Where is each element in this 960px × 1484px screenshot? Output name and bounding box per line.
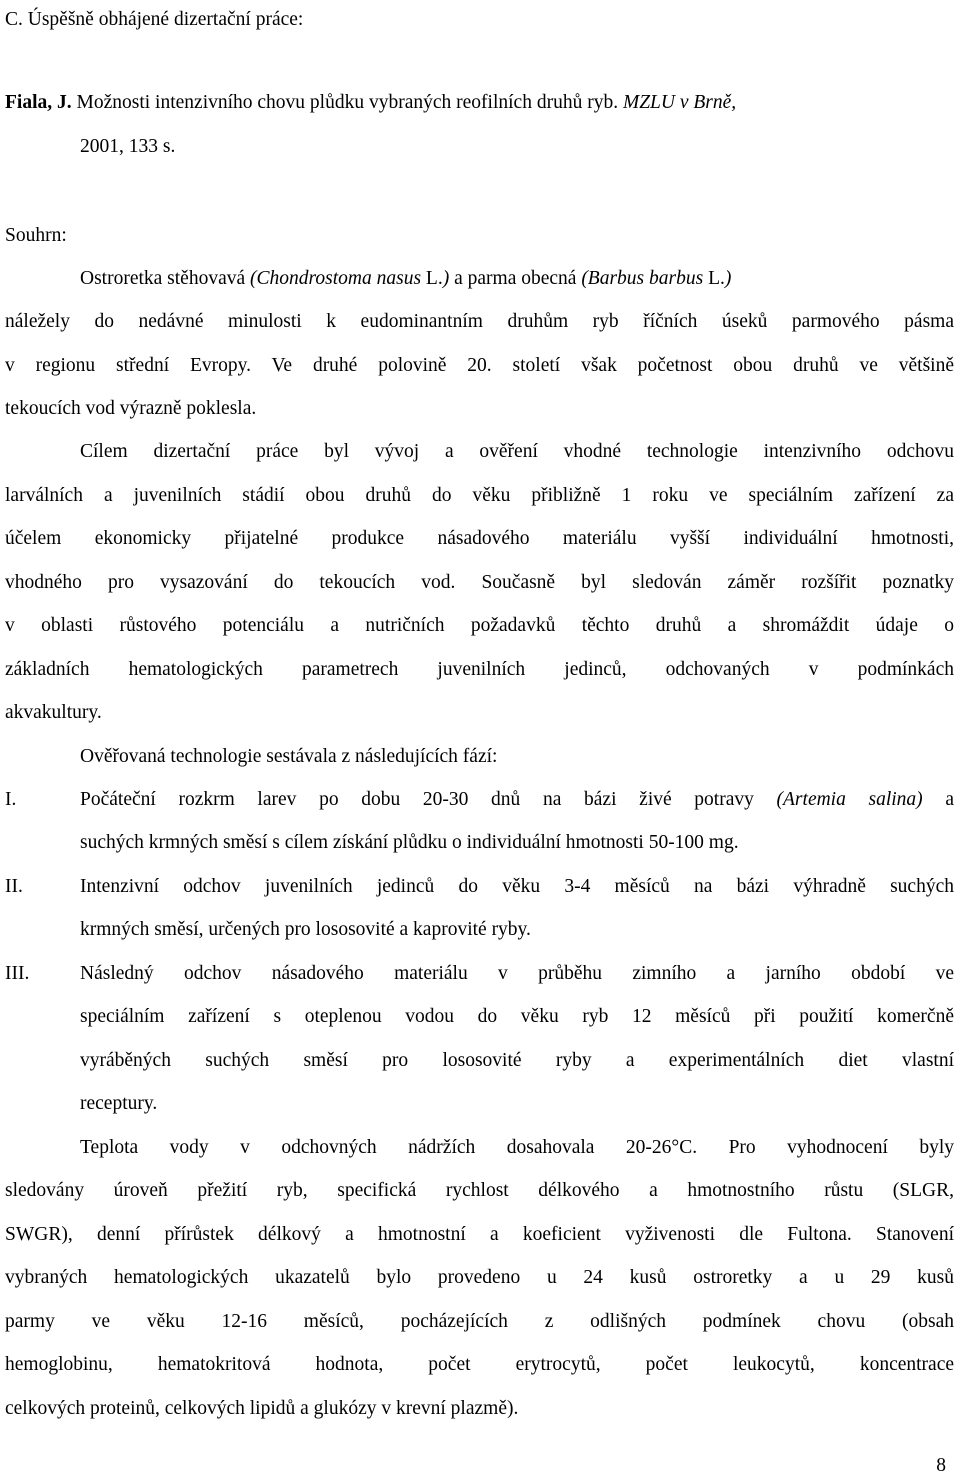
paragraph-3-line-2: sledovány úroveň přežití ryb, specifická rychlost délkového a hmotnostního růstu (SLGR, [5,1180,954,1201]
phase-1-number: I. [5,789,17,810]
phase-3-line-4: receptury. [80,1093,158,1114]
phase-3-number: III. [5,963,30,984]
phase-2-line-2: krmných směsí, určených pro lososovité a kaprovité ryby. [80,919,531,940]
phase-2-line-1: Intenzivní odchov juvenilních jedinců do věku 3-4 měsíců na bázi výhradně suchých [80,876,954,897]
paragraph-2-line-6: základních hematologických parametrech juvenilních jedinců, odchovaných v podmínkách [5,659,954,680]
paragraph-1-line-1-segment-3: ) [442,268,450,289]
paragraph-1-line-1-segment-0: Ostroretka stěhovavá [80,268,251,289]
citation-line-2: 2001, 133 s. [80,136,176,157]
paragraph-1-line-1 [80,267,731,291]
paragraph-1-line-1-segment-6: L. [703,268,725,289]
paragraph-2-line-7: akvakultury. [5,702,102,723]
paragraph-2-line-1: Cílem dizertační práce byl vývoj a ověření vhodné technologie intenzivního odchovu [80,441,954,462]
phase-1-line-2: suchých krmných směsí s cílem získání plůdku o individuální hmotnosti 50-100 mg. [80,832,739,853]
paragraph-3-line-4: vybraných hematologických ukazatelů bylo provedeno u 24 kusů ostroretky a u 29 kusů [5,1267,954,1288]
paragraph-1-line-1-segment-2: L. [421,268,443,289]
citation-author: Fiala, J. [5,92,72,113]
paragraph-3-line-3: SWGR), denní přírůstek délkový a hmotnostní a koeficient vyživenosti dle Fultona. Stanovení [5,1224,954,1245]
paragraph-3-line-7: celkových proteinů, celkových lipidů a glukózy v krevní plazmě). [5,1398,519,1419]
phases-intro: Ověřovaná technologie sestávala z následujících fází: [80,746,498,767]
citation-publisher: MZLU v Brně, [622,92,737,113]
page-number: 8 [936,1455,946,1476]
section-heading: C. Úspěšně obhájené dizertační práce: [5,9,304,30]
paragraph-2-line-2: larválních a juvenilních stádií obou druhů do věku přibližně 1 roku ve speciálním zařízení za [5,485,954,506]
paragraph-2-line-3: účelem ekonomicky přijatelné produkce násadového materiálu vyšší individuální hmotnosti, [5,528,954,549]
citation-line-1 [5,91,736,115]
paragraph-2-line-4: vhodného pro vysazování do tekoucích vod. Současně byl sledován záměr rozšířit poznatky [5,572,954,593]
phase-1-line-1 [80,788,954,812]
paragraph-3-line-6: hemoglobinu, hematokritová hodnota, počet erytrocytů, počet leukocytů, koncentrace [5,1354,954,1375]
paragraph-1-line-4: tekoucích vod výrazně poklesla. [5,398,257,419]
paragraph-2-line-5: v oblasti růstového potenciálu a nutričních požadavků těchto druhů a shromáždit údaje o [5,615,954,636]
paragraph-3-line-5: parmy ve věku 12-16 měsíců, pocházejících z odlišných podmínek chovu (obsah [5,1311,954,1332]
paragraph-1-line-2: náležely do nedávné minulosti k eudominantním druhům ryb říčních úseků parmového pásma [5,311,954,332]
paragraph-1-line-1-segment-1: (Chondrostoma nasus [250,268,422,289]
paragraph-1-line-1-segment-7: ) [724,268,732,289]
phase-1-line-1-segment-2: a [922,789,955,810]
paragraph-3-line-1: Teplota vody v odchovných nádržích dosahovala 20-26°C. Pro vyhodnocení byly [80,1137,954,1158]
phase-3-line-3: vyráběných suchých směsí pro lososovité ryby a experimentálních diet vlastní [80,1050,954,1071]
citation-title: Možnosti intenzivního chovu plůdku vybraných reofilních druhů ryb. [71,92,623,113]
phase-1-line-1-segment-0: Počáteční rozkrm larev po dobu 20-30 dnů na bázi živé potravy [80,789,777,810]
summary-label: Souhrn: [5,225,67,246]
paragraph-1-line-3: v regionu střední Evropy. Ve druhé polovině 20. století však početnost obou druhů ve většině [5,355,954,376]
phase-3-line-1: Následný odchov násadového materiálu v průběhu zimního a jarního období ve [80,963,954,984]
phase-3-line-2: speciálním zařízení s oteplenou vodou do věku ryb 12 měsíců při použití komerčně [80,1006,954,1027]
phase-2-number: II. [5,876,23,897]
phase-1-line-1-segment-1: (Artemia salina) [776,789,923,810]
paragraph-1-line-1-segment-5: (Barbus barbus [581,268,704,289]
paragraph-1-line-1-segment-4: a parma obecná [449,268,582,289]
